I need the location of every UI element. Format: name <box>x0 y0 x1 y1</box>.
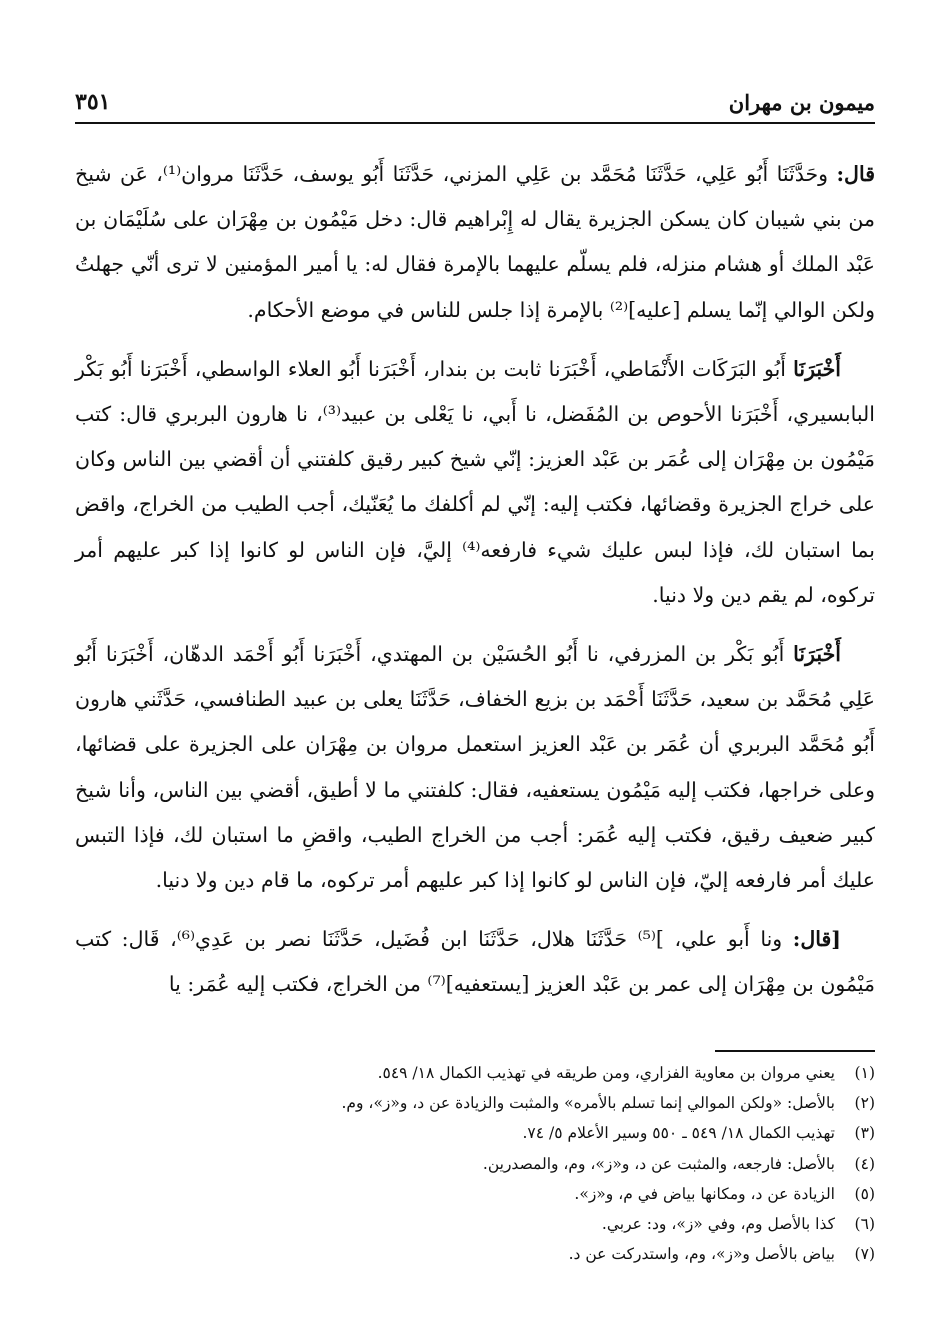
footnote-text: كذا بالأصل وم، وفي «ز»، ود: عربي. <box>601 1215 835 1234</box>
footnote-text: بياض بالأصل و«ز»، وم، واستدركت عن د. <box>568 1245 835 1264</box>
footnote-number: (٢) <box>854 1094 875 1113</box>
footnote-number: (٧) <box>854 1245 875 1264</box>
footnote <box>75 1149 875 1179</box>
paragraph <box>75 917 875 1007</box>
paragraph <box>75 632 875 903</box>
footnote-number: (٦) <box>854 1215 875 1234</box>
footnotes <box>75 1058 875 1269</box>
footnote-number: (١) <box>854 1064 875 1082</box>
paragraph-lead: [قال: <box>792 927 841 952</box>
footnote-number: (٤) <box>854 1154 875 1173</box>
paragraph-text: أَبُو البَرَكَات الأَنْمَاطي، أَخْبَرَنا ثابت بن بندار، أَخْبَرَنا أَبُو العلاء الواسطي، أَخْبَرَنا أَبُو بَكْر البابسيري، أَخْبَرَنا الأحوص بن المُفَضل، نا أَبي، نا يَعْلى بن عبيد⁽³⁾، نا هارون البربري قال: كتب مَيْمُون بن مِهْرَان إلى عُمَر بن عَبْد العزيز: إنّي شيخ كبير رقيق كلفتني أن أقضي بين الناس وكان على خراج الجزيرة وقضائها، فكتب إليه: إنّي لم أكلفك ما يُعَنّيك، أجب الطيب من الخراج، واقض بما استبان لك، فإذا لبس عليك شيء فارفعه⁽⁴⁾ إليَّ، فإن الناس لو كانوا إذا كبر عليهم أمر تركوه، لم يقم دين ولا دنيا. <box>75 356 875 607</box>
paragraph-lead: أَخْبَرَنَا <box>793 642 841 667</box>
footnote-text: الزيادة عن د، ومكانها بياض في م، و«ز». <box>574 1184 835 1203</box>
footnote-separator <box>715 1050 875 1052</box>
paragraph-text: وحَدَّثَنَا أَبُو عَلِي، حَدَّثَنَا مُحَمَّد بن عَلِي المزني، حَدَّثَنَا أَبُو يوسف، حَدَّثَنَا مروان⁽¹⁾، عَن شيخ من بني شيبان كان يسكن الجزيرة يقال له إِبْراهيم قال: دخل مَيْمُون بن مِهْرَان على سُلَيْمَان بن عَبْد الملك أو هشام منزله، فلم يسلّم عليهما بالإمرة فقال له: يا أمير المؤمنين لا ترى أنّي جهلتُ ولكن الوالي إنّما يسلم [عليه]⁽²⁾ بالإمرة إذا جلس للناس في موضع الأحكام. <box>75 162 875 322</box>
footnote-number: (٣) <box>854 1124 875 1143</box>
paragraph <box>75 347 875 618</box>
running-header <box>75 82 875 124</box>
footnote <box>75 1058 875 1088</box>
footnote-text: يعني مروان بن معاوية الفزاري، ومن طريقه في تهذيب الكمال ١٨/ ٥٤٩. <box>377 1064 835 1082</box>
footnote <box>75 1179 875 1209</box>
running-title: ميمون بن مهران <box>728 89 875 115</box>
paragraph-lead: قال: <box>836 162 875 186</box>
footnote-text: بالأصل: «ولكن الموالي إنما تسلم بالأمره» والمثبت والزيادة عن د، و«ز»، وم. <box>341 1094 835 1113</box>
footnote-text: بالأصل: فارجعه، والمثبت عن د، و«ز»، وم، والمصدرين. <box>482 1154 835 1173</box>
paragraph-text: أَبُو بَكْر بن المزرفي، نا أَبُو الحُسَيْن بن المهتدي، أَخْبَرَنا أَبُو أَحْمَد الدهّان، أَخْبَرَنا أَبُو عَلِي مُحَمَّد بن سعيد، حَدَّثَنَا أَحْمَد بن بزيع الخفاف، حَدَّثَنَا يعلى بن عبيد الطنافسي، حَدَّثَني هارون أَبُو مُحَمَّد البربري أن عُمَر بن عَبْد العزيز استعمل مروان بن مِهْرَان على الجزيرة على قضائها، وعلى خراجها، فكتب إليه مَيْمُون يستعفيه، فقال: كلفتني ما لا أطيق، أقضي بين الناس، وأنا شيخ كبير ضعيف رقيق، فكتب إليه عُمَر: أجب من الخراج الطيب، واقضِ ما استبان لك، فإذا التبس عليك أمر فارفعه إليّ، فإن الناس لو كانوا إذا كبر عليهم أمر تركوه، ما قام دين ولا دنيا. <box>75 642 875 893</box>
main-text <box>75 152 875 1022</box>
paragraph-text: ونا أَبو علي، ]⁽⁵⁾ حَدَّثَنَا هلال، حَدَّثَنَا ابن فُضَيل، حَدَّثَنَا نصر بن عَدِي⁽⁶⁾، قَال: كتب مَيْمُون بن مِهْرَان إلى عمر بن عَبْد العزيز [يستعفيه]⁽⁷⁾ من الخراج، فكتب إليه عُمَر: يا <box>75 927 875 997</box>
paragraph-lead: أَخْبَرَنَا <box>793 356 841 381</box>
footnote <box>75 1088 875 1118</box>
footnote <box>75 1239 875 1269</box>
footnote-number: (٥) <box>854 1184 875 1203</box>
footnote <box>75 1209 875 1239</box>
footnote-text: تهذيب الكمال ١٨/ ٥٤٩ ـ ٥٥٠ وسير الأعلام ٥/ ٧٤. <box>522 1124 835 1143</box>
paragraph <box>75 152 875 333</box>
page-number: ٣٥١ <box>75 89 111 115</box>
footnote <box>75 1118 875 1148</box>
